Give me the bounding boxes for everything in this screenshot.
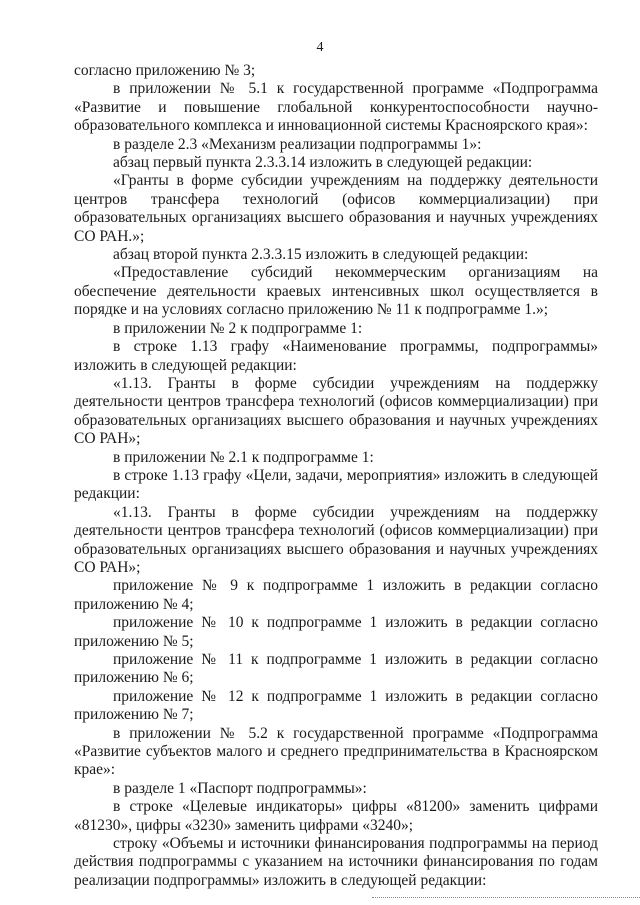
paragraph-3: в разделе 2.3 «Механизм реализации подпрограммы 1»: — [113, 135, 482, 153]
paragraph-7: «Предоставление субсидий некоммерческим организациям на обеспечение деятельности краевых интенсивных школ осуществляется в порядке и на условиях согласно приложению № 11 к подпрограмме 1.»; — [74, 264, 598, 319]
paragraph-15: приложение № 10 к подпрограмме 1 изложить в редакции согласно приложению № 5; — [74, 614, 598, 650]
paragraph-11: в приложении № 2.1 к подпрограмме 1: — [113, 448, 374, 466]
paragraph-6: абзац второй пункта 2.3.3.15 изложить в следующей редакции: — [113, 246, 529, 264]
paragraph-2: в приложении № 5.1 к государственной программе «Подпрограмма «Развитие и повышение глобальной конкурентоспособности научно-образовательного комплекса и инновационной системы Красноярского края»: — [74, 80, 598, 135]
paragraph-5: «Гранты в форме субсидии учреждениям на поддержку деятельности центров трансфера технологий (офисов коммерциализации) при образовательных организациях высшего образования и научных учреждениях СО РАН.»; — [74, 172, 598, 245]
paragraph-1: согласно приложению № 3; — [74, 62, 256, 79]
paragraph-20: в строке «Целевые индикаторы» цифры «81200» заменить цифрами «81230», цифры «3230» заменить цифрами «3240»; — [74, 798, 598, 834]
page-number: 4 — [316, 40, 324, 55]
paragraph-19: в разделе 1 «Паспорт подпрограммы»: — [113, 779, 367, 797]
paragraph-21: строку «Объемы и источники финансирования подпрограммы на период действия подпрограммы с указанием на источники финансирования по годам реализации подпрограммы» изложить в следующей редакции: — [74, 835, 598, 889]
paragraph-18: в приложении № 5.2 к государственной программе «Подпрограмма «Развитие субъектов малого и среднего предпринимательства в Красноярском крае»: — [74, 724, 598, 779]
paragraph-17: приложение № 12 к подпрограмме 1 изложить в редакции согласно приложению № 7; — [74, 687, 598, 724]
paragraph-9: в строке 1.13 графу «Наименование программы, подпрограммы» изложить в следующей редакции: — [74, 338, 598, 374]
paragraph-14: приложение № 9 к подпрограмме 1 изложить в редакции согласно приложению № 4; — [74, 577, 598, 613]
scan-edge-line — [372, 897, 640, 898]
paragraph-13: «1.13. Гранты в форме субсидии учреждениям на поддержку деятельности центров трансфера технологий (офисов коммерциализации) при образовательных организациях высшего образования и научных учреждениях СО РАН»; — [74, 503, 598, 576]
paragraph-10: «1.13. Гранты в форме субсидии учреждениям на поддержку деятельности центров трансфера технологий (офисов коммерциализации) при образовательных организациях высшего образования и научных учреждениях СО РАН»; — [74, 374, 598, 448]
paragraph-4: абзац первый пункта 2.3.3.14 изложить в следующей редакции: — [113, 154, 533, 172]
paragraph-12: в строке 1.13 графу «Цели, задачи, мероприятия» изложить в следующей редакции: — [74, 466, 598, 503]
paragraph-16: приложение № 11 к подпрограмме 1 изложить в редакции согласно приложению № 6; — [74, 651, 598, 687]
paragraph-8: в приложении № 2 к подпрограмме 1: — [113, 319, 363, 337]
document-body — [74, 62, 598, 890]
